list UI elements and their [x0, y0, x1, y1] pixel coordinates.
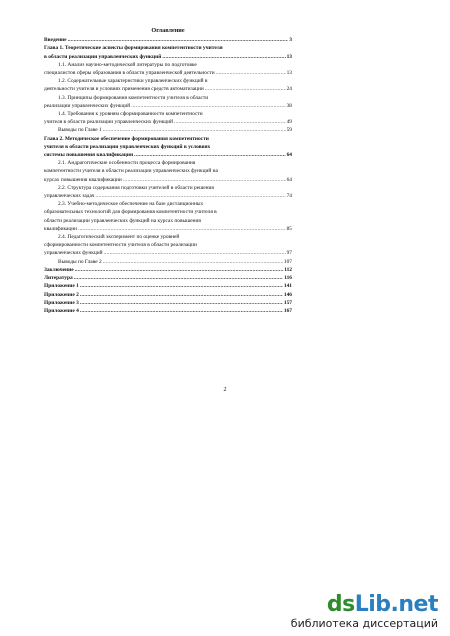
toc-entry-chapter-1-summary[interactable]: Выводы по Главе 1 ..... 59	[44, 126, 292, 134]
toc-title: Оглавление	[151, 27, 185, 34]
toc-entry-chapter-2-summary[interactable]: Выводы по Главе 2 ..... 107	[44, 258, 292, 266]
toc-entry-2-3[interactable]: 2.3. Учебно-методическое обеспечение на базе дистанционных образовательных технологий для формирования компетентности учителя в области реализации управленческих функций на курсах повышения квалификации ..... 85	[44, 200, 292, 233]
toc-entry-intro[interactable]: Введение ..... 3	[44, 36, 292, 44]
toc-entry-appendix-1[interactable]: Приложение 1 ..... 141	[44, 282, 292, 290]
toc-entry-1-3[interactable]: 1.3. Принципы формирования компетентности учителя в области реализации управленческих функций ..... 38	[44, 94, 292, 110]
toc-entry-appendix-3[interactable]: Приложение 3 ..... 157	[44, 299, 292, 307]
toc-entry-1-2[interactable]: 1.2. Содержательные характеристики управленческих функций в деятельности учителя в условиях применения средств автоматизации ..... 24	[44, 77, 292, 93]
toc-entry-appendix-2[interactable]: Приложение 2 ..... 146	[44, 291, 292, 299]
page-number: 2	[223, 387, 227, 393]
dslib-logo-wordmark	[291, 594, 438, 616]
toc-entry-appendix-4[interactable]: Приложение 4 ..... 167	[44, 307, 292, 315]
dslib-watermark-logo[interactable]	[291, 594, 438, 630]
toc-entry-conclusion[interactable]: Заключение ..... 112	[44, 266, 292, 274]
toc-entry-2-2[interactable]: 2.2. Структура содержания подготовки учителей в области решения управленческих задач ..... 74	[44, 184, 292, 200]
logo-tagline: библиотека диссертаций	[290, 617, 438, 630]
table-of-contents	[44, 27, 292, 315]
toc-entry-2-4[interactable]: 2.4. Педагогический эксперимент по оценке уровней сформированности компетентности учителя в области реализации управленческих функций ..... 97	[44, 233, 292, 258]
toc-entry-chapter-1[interactable]: Глава 1. Теоретические аспекты формирования компетентности учителя в области реализации управленческих функций ..... 13	[44, 44, 292, 60]
logo-brand-ds: ds	[326, 592, 355, 617]
toc-entry-2-1[interactable]: 2.1. Андрагогические особенности процесса формирования компетентности учителя в области реализации управленческих функций на курсах повышения квалификации ..... 64	[44, 159, 292, 184]
logo-brand-lib: Lib.net	[354, 592, 438, 617]
toc-entry-1-4[interactable]: 1.4. Требования к уровням сформированности компетентности учителя в области реализации управленческих функций ..... 49	[44, 110, 292, 126]
toc-entry-1-1[interactable]: 1.1. Анализ научно-методической литературы по подготовке специалистов сферы образования в области управленческой деятельности ..... 13	[44, 61, 292, 77]
toc-entry-chapter-2[interactable]: Глава 2. Методическое обеспечение формирования компетентности учителя в области реализации управленческих функций в условиях системы повышения квалификации ..... 64	[44, 135, 292, 160]
toc-entry-literature[interactable]: Литература ..... 116	[44, 274, 292, 282]
